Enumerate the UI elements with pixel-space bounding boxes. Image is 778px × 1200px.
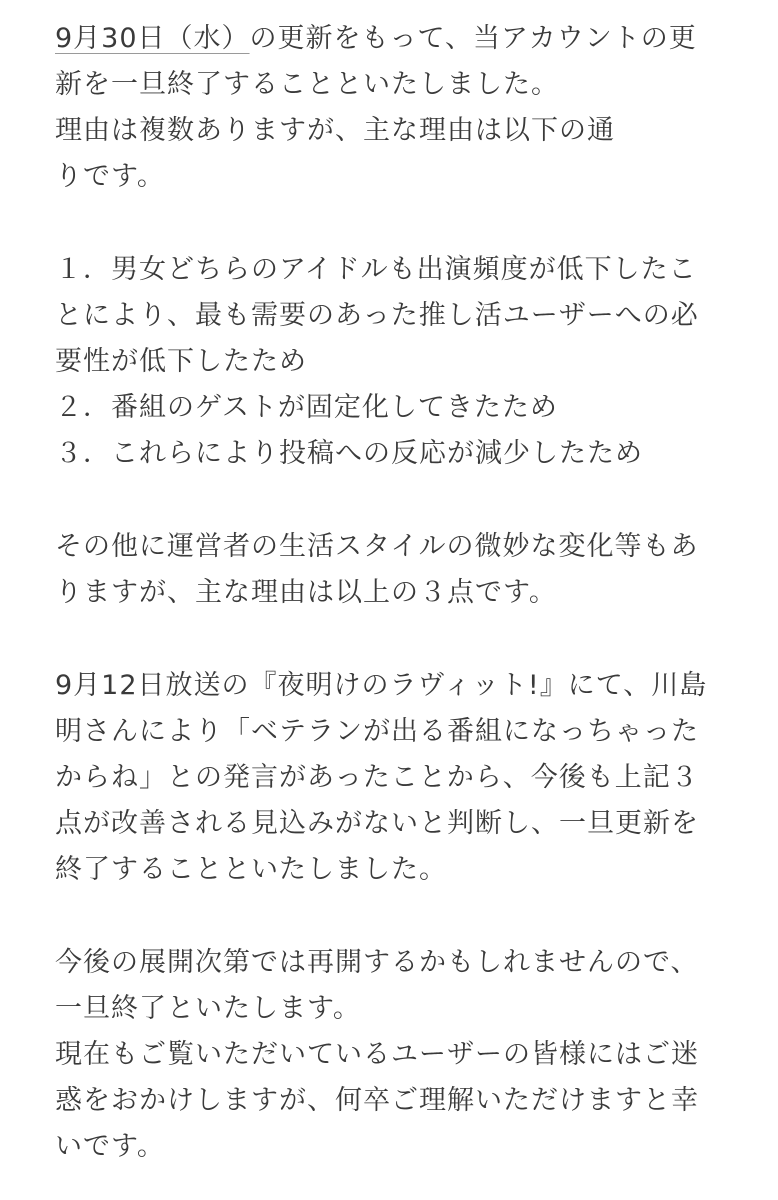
paragraph-spacer <box>55 477 755 524</box>
text-line: その他に運営者の生活スタイルの微妙な変化等もあ <box>55 531 699 562</box>
text-line: りますが、主な理由は以上の３点です。 <box>55 577 557 608</box>
text-line: 理由は複数ありますが、主な理由は以下の通 <box>55 115 615 146</box>
text-line: りです。 <box>55 161 165 192</box>
date-link[interactable]: 9月30日（水） <box>55 23 250 54</box>
list-item: 要性が低下したため <box>55 346 307 377</box>
line-text: の更新をもって、当アカウントの更 <box>249 23 697 54</box>
paragraph-spacer <box>55 893 755 940</box>
list-item: ３．これらにより投稿への反応が減少したため <box>55 438 643 469</box>
text-line: いです。 <box>55 1131 165 1162</box>
text-line: 今後の展開次第では再開するかもしれませんので、 <box>55 947 699 978</box>
text-line: 一旦終了といたします。 <box>55 993 361 1024</box>
paragraph-broadcast-remark <box>55 663 755 893</box>
text-line: からね」との発言があったことから、今後も上記３ <box>55 762 699 793</box>
paragraph-intro <box>55 16 755 200</box>
text-line <box>55 16 755 62</box>
text-line: 明さんにより「ベテランが出る番組になっちゃった <box>55 716 699 747</box>
list-item: とにより、最も需要のあった推し活ユーザーへの必 <box>55 300 699 331</box>
text-line: 新を一旦終了することといたしました。 <box>55 69 559 100</box>
list-item: ２．番組のゲストが固定化してきたため <box>55 392 558 423</box>
text-line: 9月12日放送の『夜明けのラヴィット!』にて、川島 <box>55 670 708 701</box>
paragraph-spacer <box>55 200 755 247</box>
paragraph-reasons-list <box>55 247 755 477</box>
announcement-document <box>55 16 755 1170</box>
paragraph-spacer <box>55 616 755 663</box>
text-line: 現在もご覧いただいているユーザーの皆様にはご迷 <box>55 1039 699 1070</box>
text-line: 点が改善される見込みがないと判断し、一旦更新を <box>55 808 699 839</box>
text-line: 終了することといたしました。 <box>55 854 447 885</box>
text-line: 惑をおかけしますが、何卒ご理解いただけますと幸 <box>55 1085 699 1116</box>
paragraph-closing <box>55 940 755 1170</box>
paragraph-other-reasons <box>55 524 755 616</box>
list-item: １．男女どちらのアイドルも出演頻度が低下したこ <box>55 254 697 285</box>
